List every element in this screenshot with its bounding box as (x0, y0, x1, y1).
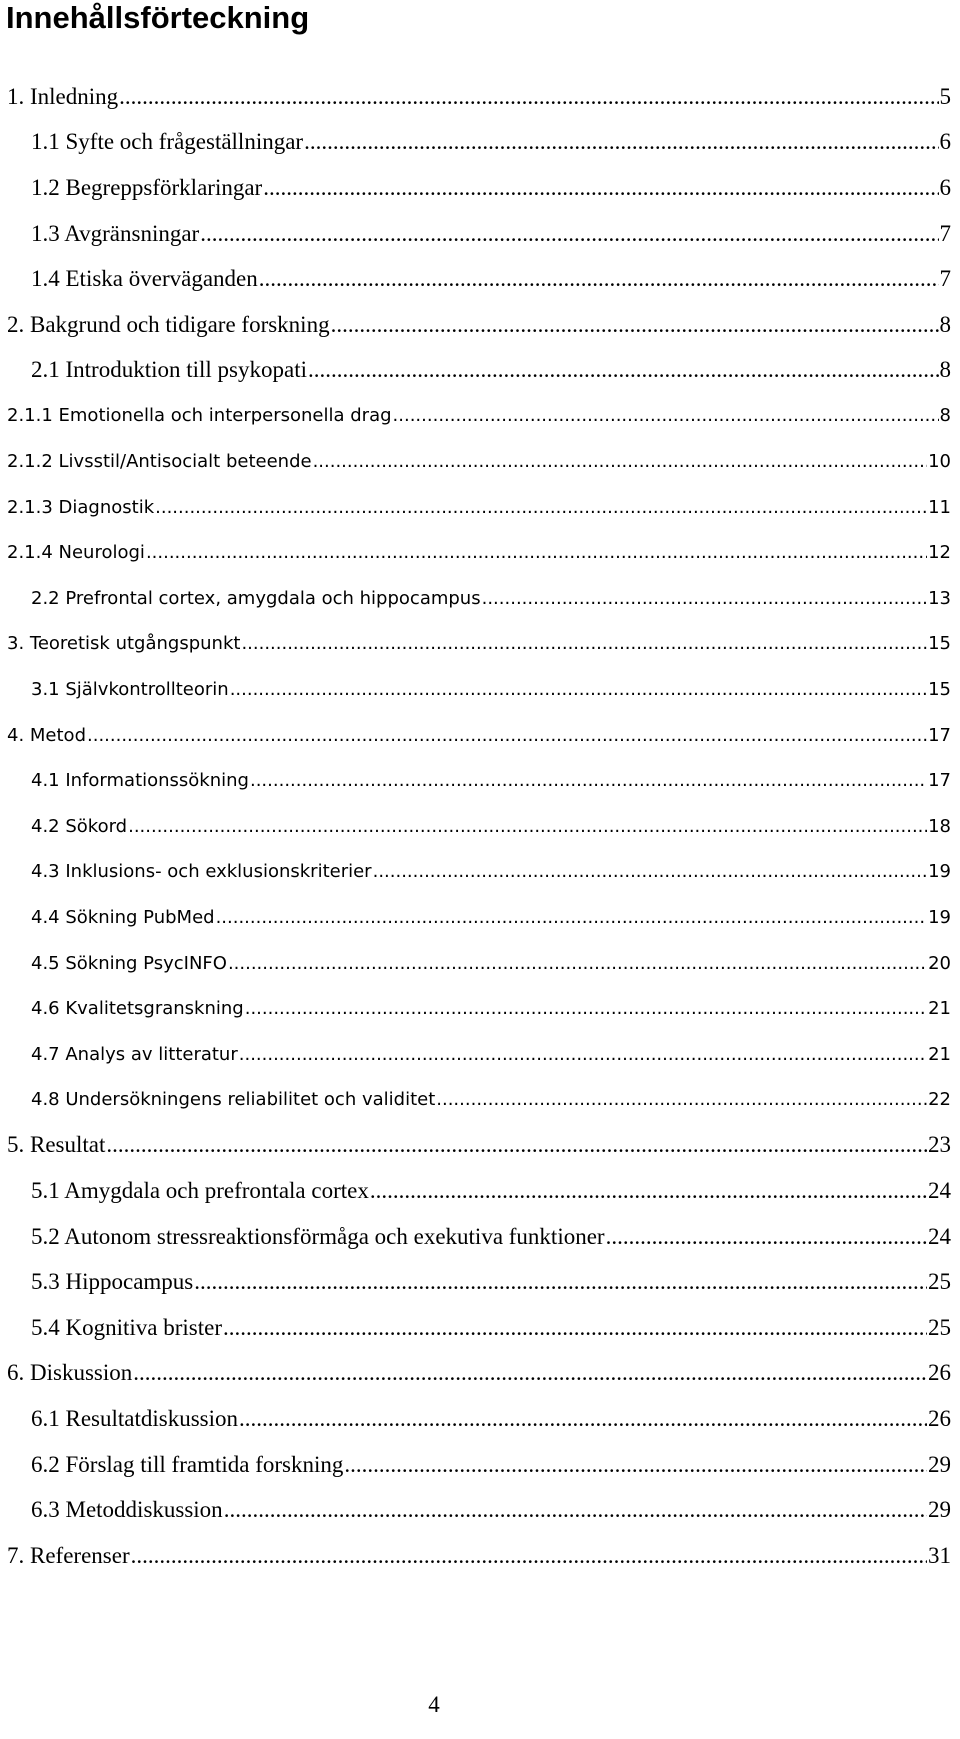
toc-entry-label: 5.4 Kognitiva brister (31, 1314, 222, 1340)
toc-entry[interactable] (7, 1487, 951, 1533)
dot-leader (239, 1406, 927, 1432)
toc-entry-page-number: 15 (928, 633, 951, 655)
toc-entry-page-number: 6 (939, 129, 951, 155)
toc-entry-label: 4.4 Sökning PubMed (31, 906, 215, 928)
toc-entry-label: 5.1 Amygdala och prefrontala cortex (31, 1178, 369, 1204)
dot-leader (128, 816, 927, 837)
toc-entry-label: 3. Teoretisk utgångspunkt (7, 633, 241, 655)
dot-leader (230, 679, 927, 700)
dot-leader (482, 588, 927, 609)
toc-entry[interactable] (7, 120, 951, 166)
toc-entry[interactable] (7, 667, 951, 713)
toc-entry[interactable] (7, 576, 951, 622)
toc-entry[interactable] (7, 621, 951, 667)
toc-entry[interactable] (7, 74, 951, 120)
toc-entry-page-number: 12 (928, 542, 951, 564)
toc-entry[interactable] (7, 712, 951, 758)
toc-entry-label: 4.7 Analys av litteratur (31, 1043, 238, 1065)
dot-leader (133, 1360, 927, 1386)
toc-entry[interactable] (7, 484, 951, 530)
dot-leader (223, 1315, 927, 1341)
toc-entry[interactable] (7, 302, 951, 348)
toc-entry-page-number: 25 (928, 1269, 951, 1295)
toc-entry-page-number: 21 (928, 1043, 951, 1065)
toc-entry-page-number: 15 (928, 679, 951, 701)
dot-leader (259, 266, 939, 292)
toc-entry-label: 2.1.2 Livsstil/Antisocialt beteende (7, 451, 312, 473)
page-number: 4 (428, 1692, 440, 1717)
toc-entry[interactable] (7, 1168, 951, 1214)
toc-entry[interactable] (7, 804, 951, 850)
toc-entry-label: 4.5 Sökning PsycINFO (31, 952, 227, 974)
dot-leader (228, 953, 927, 974)
toc-entry-label: 4.1 Informationssökning (31, 770, 249, 792)
toc-entry[interactable] (7, 1305, 951, 1351)
toc-entry-label: 4.6 Kvalitetsgranskning (31, 998, 244, 1020)
toc-entry-page-number: 29 (928, 1497, 951, 1523)
toc-entry-label: 2.2 Prefrontal cortex, amygdala och hippocampus (31, 587, 481, 609)
toc-entry[interactable] (7, 1123, 951, 1169)
toc-entry[interactable] (7, 849, 951, 895)
dot-leader (239, 1044, 927, 1065)
dot-leader (370, 1178, 927, 1204)
toc-entry-page-number: 26 (928, 1406, 951, 1432)
dot-leader (119, 84, 938, 110)
dot-leader (344, 1452, 927, 1478)
toc-entry-label: 1.2 Begreppsförklaringar (31, 174, 263, 200)
dot-leader (216, 907, 928, 928)
toc-entry[interactable] (7, 1396, 951, 1442)
toc-entry-page-number: 11 (928, 496, 951, 518)
toc-entry[interactable] (7, 1214, 951, 1260)
toc-entry[interactable] (7, 986, 951, 1032)
toc-entry-page-number: 23 (928, 1132, 951, 1158)
toc-entry[interactable] (7, 1533, 951, 1579)
toc-entry[interactable] (7, 530, 951, 576)
toc-entry-page-number: 31 (928, 1542, 951, 1568)
toc-entry-label: 4.3 Inklusions- och exklusionskriterier (31, 861, 372, 883)
dot-leader (200, 221, 938, 247)
toc-entry-page-number: 21 (928, 998, 951, 1020)
toc-entry-label: 5.3 Hippocampus (31, 1269, 194, 1295)
toc-entry[interactable] (7, 758, 951, 804)
page-title: Innehållsförteckning (6, 0, 310, 35)
toc-entry[interactable] (7, 1259, 951, 1305)
toc-entry-label: 1.4 Etiska överväganden (31, 266, 258, 292)
dot-leader (106, 1132, 927, 1158)
toc-entry-label: 2.1.1 Emotionella och interpersonella drag (7, 405, 392, 427)
toc-entry-page-number: 29 (928, 1451, 951, 1477)
dot-leader (241, 633, 927, 654)
toc-entry[interactable] (7, 211, 951, 257)
dot-leader (194, 1269, 927, 1295)
toc-entry[interactable] (7, 393, 951, 439)
toc-entry-page-number: 5 (939, 83, 951, 109)
toc-entry-label: 1. Inledning (7, 83, 119, 109)
toc-entry[interactable] (7, 1442, 951, 1488)
toc-entry-page-number: 7 (939, 220, 951, 246)
toc-entry[interactable] (7, 348, 951, 394)
toc-entry-label: 6.3 Metoddiskussion (31, 1497, 223, 1523)
toc-entry-page-number: 20 (928, 952, 951, 974)
dot-leader (245, 998, 927, 1019)
dot-leader (373, 861, 928, 882)
dot-leader (313, 451, 928, 472)
toc-entry-label: 5.2 Autonom stressreaktionsförmåga och exekutiva funktioner (31, 1223, 605, 1249)
toc-entry-page-number: 13 (928, 587, 951, 609)
toc-entry-label: 4. Metod (7, 724, 86, 746)
toc-entry-page-number: 7 (939, 266, 951, 292)
toc-entry-page-number: 8 (939, 405, 951, 427)
toc-entry-page-number: 22 (928, 1089, 951, 1111)
toc-entry[interactable] (7, 940, 951, 986)
dot-leader (87, 725, 927, 746)
dot-leader (606, 1224, 927, 1250)
toc-entry-page-number: 19 (928, 861, 951, 883)
toc-entry[interactable] (7, 1351, 951, 1397)
toc-entry[interactable] (7, 439, 951, 485)
toc-entry-page-number: 8 (939, 357, 951, 383)
dot-leader (263, 175, 938, 201)
toc-entry-page-number: 26 (928, 1360, 951, 1386)
toc-entry-page-number: 19 (928, 906, 951, 928)
toc-entry-label: 5. Resultat (7, 1132, 106, 1158)
toc-entry-page-number: 18 (928, 815, 951, 837)
dot-leader (224, 1497, 927, 1523)
toc-entry-label: 1.3 Avgränsningar (31, 220, 200, 246)
dot-leader (436, 1089, 927, 1110)
toc-entry[interactable] (7, 256, 951, 302)
dot-leader (250, 770, 927, 791)
dot-leader (304, 129, 938, 155)
dot-leader (155, 497, 927, 518)
toc-entry-page-number: 17 (928, 770, 951, 792)
toc-entry-label: 6. Diskussion (7, 1360, 133, 1386)
toc-entry-label: 4.8 Undersökningens reliabilitet och validitet (31, 1089, 436, 1111)
dot-leader (131, 1543, 927, 1569)
toc-entry-label: 2. Bakgrund och tidigare forskning (7, 311, 330, 337)
toc-entry-page-number: 10 (928, 451, 951, 473)
toc-entry-label: 4.2 Sökord (31, 815, 128, 837)
toc-entry-label: 1.1 Syfte och frågeställningar (31, 129, 304, 155)
toc-entry-label: 2.1.3 Diagnostik (7, 496, 155, 518)
toc-entry-page-number: 24 (928, 1178, 951, 1204)
toc-entry[interactable] (7, 1031, 951, 1077)
toc-entry-label: 2.1.4 Neurologi (7, 542, 145, 564)
dot-leader (308, 357, 939, 383)
toc-entry-page-number: 6 (939, 174, 951, 200)
toc-entry-label: 6.2 Förslag till framtida forskning (31, 1451, 344, 1477)
toc-entry-page-number: 25 (928, 1314, 951, 1340)
toc-entry-label: 2.1 Introduktion till psykopati (31, 357, 307, 383)
toc-entry[interactable] (7, 895, 951, 941)
toc-entry-page-number: 8 (939, 311, 951, 337)
dot-leader (393, 405, 939, 426)
toc-entry-page-number: 24 (928, 1223, 951, 1249)
toc-entry[interactable] (7, 1077, 951, 1123)
toc-entry-page-number: 17 (928, 724, 951, 746)
dot-leader (331, 312, 939, 338)
toc-entry-label: 7. Referenser (7, 1542, 130, 1568)
table-of-contents (7, 74, 951, 1579)
toc-entry-label: 3.1 Självkontrollteorin (31, 679, 229, 701)
dot-leader (146, 542, 927, 563)
toc-entry[interactable] (7, 165, 951, 211)
toc-entry-label: 6.1 Resultatdiskussion (31, 1406, 239, 1432)
